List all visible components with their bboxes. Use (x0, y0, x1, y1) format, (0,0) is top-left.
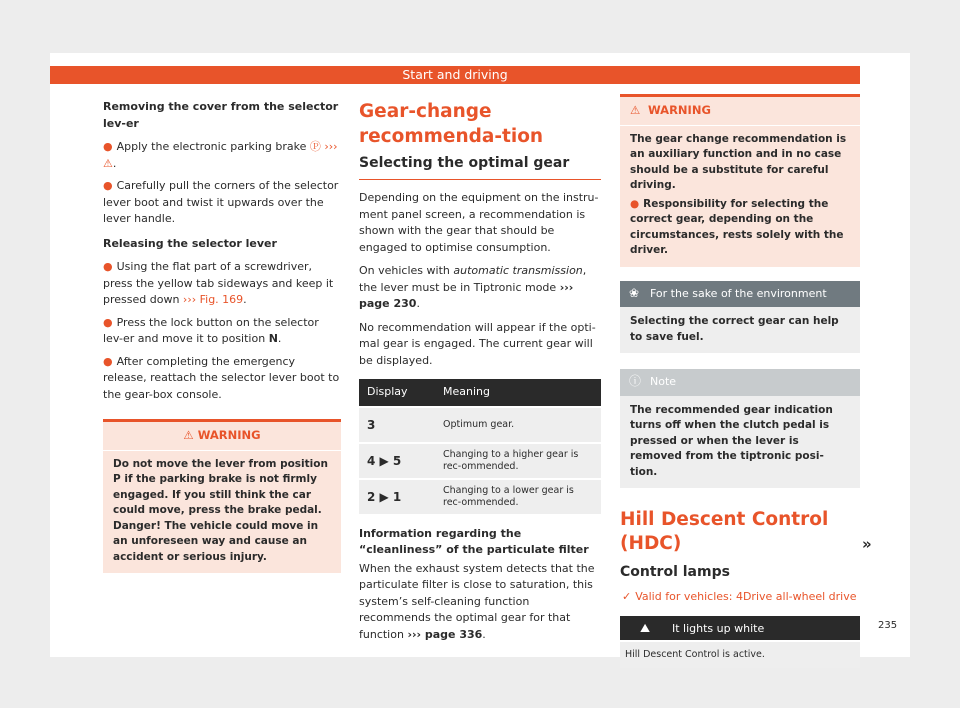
warning-bullet: ● Responsibility for selecting the correct gear, depending on the circumstances, rests solely with the driver. (630, 197, 844, 256)
gear-display-cell: 3 (359, 407, 435, 443)
meaning-cell: Optimum gear. (435, 407, 601, 443)
leaf-icon: ❀ (629, 285, 640, 300)
section-title: Gear-change recommenda-tion (359, 101, 544, 147)
info-icon: ⓘ (629, 374, 642, 388)
warning-triangle-icon: ⚠ (630, 103, 641, 117)
bullet-item: ● After completing the emergency release, reattach the selector lever boot to the gear-box console. (103, 354, 340, 401)
hill-descent-icon: ⛰ (640, 620, 651, 635)
warning-header: ⚠ WARNING (620, 97, 860, 126)
warning-header: ⚠ WARNING (103, 422, 341, 451)
warning-box (620, 94, 860, 267)
section-heading: Releasing the selector lever (103, 236, 277, 250)
paragraph: On vehicles with automatic transmission, the lever must be in Tiptronic mode ››› page 230. (359, 264, 587, 310)
chapter-header: Start and driving (50, 66, 860, 84)
validity-note: ✓ Valid for vehicles: 4Drive all-wheel drive (622, 590, 857, 603)
bullet-dot: ● (103, 260, 113, 273)
environment-box (620, 281, 860, 354)
bullet-item: ● Press the lock button on the selector lev-er and move it to position N. (103, 315, 319, 345)
warning-triangle-icon: ⚠ (183, 428, 194, 442)
column-1 (103, 99, 341, 573)
bullet-dot: ● (630, 197, 640, 210)
environment-header: ❀ For the sake of the environment (620, 281, 860, 308)
warning-text: The gear change recommendation is an auxiliary function and in no case should be a substitute for careful driving. (630, 132, 847, 191)
control-lamp-table (620, 616, 860, 669)
column-2 (359, 99, 601, 650)
gear-display-cell: 4 ▶ 5 (359, 443, 435, 479)
parking-brake-icon: Ⓟ (309, 140, 321, 153)
gear-display-table (359, 379, 601, 514)
warning-text: Do not move the lever from position P if the parking brake is not firmly engaged. If you still think the car could move, press the brake pedal. Danger! The vehicle could move in an unforeseen way and cause an accident or serious injury. (113, 457, 328, 563)
bullet-item: ● Apply the electronic parking brake Ⓟ ››› ⚠. (103, 140, 338, 170)
table-row (359, 479, 601, 514)
bullet-item: ● Carefully pull the corners of the selector lever boot and twist it upwards over the lever handle. (103, 179, 339, 225)
note-box (620, 369, 860, 488)
bullet-dot: ● (103, 140, 113, 153)
section-title: Hill Descent Control (HDC) (620, 509, 829, 554)
figure-reference-link[interactable]: ››› Fig. 169 (182, 293, 244, 306)
section-subtitle: Control lamps (620, 564, 730, 580)
meaning-cell: Changing to a higher gear is rec-ommended. (435, 443, 601, 479)
warning-triangle-icon: ⚠ (103, 156, 113, 170)
page-reference-link[interactable]: ››› page 230 (359, 280, 574, 310)
cross-reference-link[interactable]: ››› (324, 140, 338, 153)
meaning-cell: Changing to a lower gear is rec-ommended. (435, 479, 601, 514)
environment-text: Selecting the correct gear can help to save fuel. (620, 307, 860, 353)
lamp-row: Hill Descent Control is active. (620, 640, 860, 669)
table-row (359, 407, 601, 443)
table-header-row (359, 379, 601, 407)
continue-mark: » (862, 535, 872, 553)
page-number: 235 (878, 620, 898, 631)
bullet-item: ● Using the flat part of a screwdriver, press the yellow tab sideways and keep it pressed down ››› Fig. 169. (103, 260, 334, 306)
gear-display-cell: 2 ▶ 1 (359, 479, 435, 514)
lamp-header: ⛰ It lights up white (620, 616, 860, 640)
paragraph: When the exhaust system detects that the particulate filter is close to saturation, this system’s self-cleaning function recommends the optimal gear for that function ››› page 336. (359, 561, 595, 641)
table-header: Display (359, 379, 435, 407)
paragraph: No recommendation will appear if the opti-mal gear is engaged. The current gear will be displayed. (359, 320, 596, 367)
section-subtitle: Selecting the optimal gear (359, 153, 601, 180)
bullet-dot: ● (103, 315, 113, 329)
note-header: ⓘ Note (620, 369, 860, 396)
warning-box (103, 419, 341, 573)
bullet-dot: ● (103, 354, 113, 368)
page-reference-link[interactable]: ››› page 336 (407, 627, 483, 641)
note-text: The recommended gear indication turns off when the clutch pedal is pressed or when the lever is removed from the tiptronic posi-tion. (620, 396, 860, 489)
checkmark-icon: ✓ (622, 590, 632, 603)
section-heading: Removing the cover from the selector lev-er (103, 100, 339, 130)
paragraph: Depending on the equipment on the instru-ment panel screen, a recommendation is shown with the gear that should be engaged to optimise consumption. (359, 191, 599, 254)
section-heading: Information regarding the “cleanliness” of the particulate filter (359, 526, 589, 556)
bullet-dot: ● (103, 179, 113, 192)
column-3 (620, 94, 860, 668)
table-header: Meaning (435, 379, 601, 407)
table-row (359, 443, 601, 479)
